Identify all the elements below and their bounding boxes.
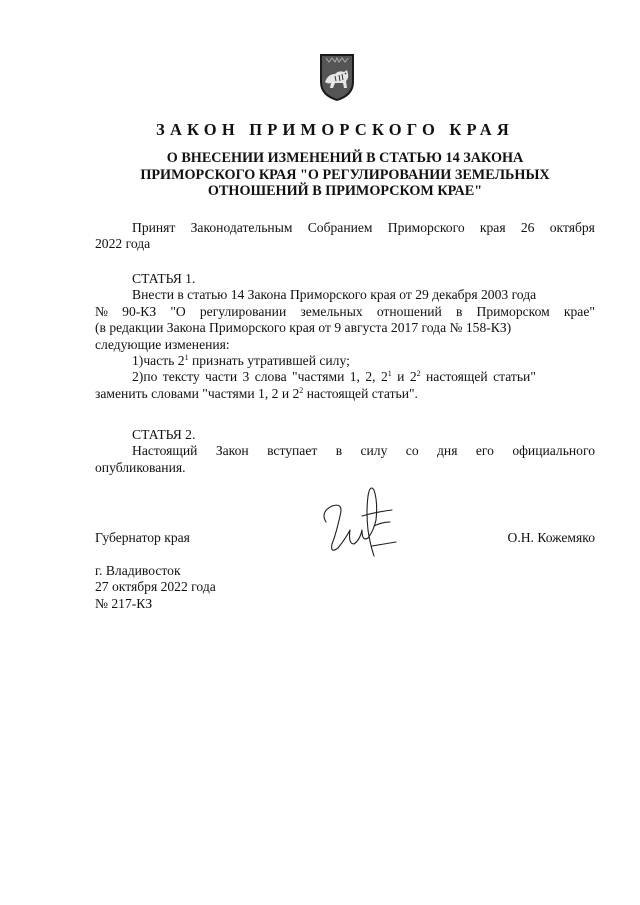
word: 90-КЗ (122, 303, 157, 319)
word: октября (549, 220, 595, 235)
word: вступает (267, 443, 318, 459)
word: Законодательным (190, 220, 293, 235)
word: земельных (300, 303, 363, 319)
article-1-title: СТАТЬЯ 1. (132, 271, 196, 286)
word: крае" (563, 303, 595, 319)
word: со (405, 443, 419, 459)
article-1-text-line (95, 304, 595, 320)
word: Настоящий (132, 443, 198, 459)
article-2-text-line: опубликования. (95, 459, 186, 475)
article-1-item-1: 1)часть $2^1$ признать утратившей силу; (132, 353, 350, 369)
city: г. Владивосток (95, 563, 181, 578)
word: дня (437, 443, 458, 459)
word: официального (512, 443, 595, 459)
article-1-item-2: 2)по тексту части 3 слова "частями 1, 2, $2^1$ и $2^2$ настоящей статьи" (132, 369, 536, 385)
article-1-text-line: следующие изменения: (95, 336, 230, 352)
word: силу (360, 443, 388, 459)
adoption-statement (95, 220, 595, 253)
word: его (475, 443, 494, 459)
adoption-line-2: 2022 года (95, 236, 151, 252)
word: в (455, 303, 463, 319)
word: № (95, 303, 108, 319)
word: Приморском (476, 303, 550, 319)
signatory-position: Губернатор края (95, 530, 190, 545)
adoption-line-1 (95, 220, 595, 236)
primorsky-krai-coat-of-arms-icon (318, 52, 356, 102)
word: края (479, 220, 506, 235)
word: "О (170, 303, 186, 319)
word: 26 (520, 220, 535, 235)
word: в (335, 443, 343, 459)
heading-line: ОТНОШЕНИЙ В ПРИМОРСКОМ КРАЕ" (207, 183, 483, 199)
law-place-date (95, 563, 216, 612)
word: регулировании (199, 303, 287, 319)
word: Принят (132, 220, 176, 235)
law-number: № 217-КЗ (95, 595, 153, 611)
word: Собранием (307, 220, 373, 235)
article-1-item-2-cont: заменить словами "частями 1, 2 и $2^2$ настоящей статьи". (95, 385, 418, 401)
law-title: ЗАКОН ПРИМОРСКОГО КРАЯ (156, 120, 514, 139)
article-1-text-line: Внести в статью 14 Закона Приморского края от 29 декабря 2003 года (132, 287, 537, 303)
signatory-name: О.Н. Кожемяко (507, 530, 595, 545)
article-1-text-line: (в редакции Закона Приморского края от 9 августа 2017 года № 158-КЗ) (95, 320, 512, 336)
article-2 (95, 427, 595, 476)
article-2-title: СТАТЬЯ 2. (132, 427, 196, 442)
signing-date: 27 октября 2022 года (95, 579, 216, 595)
word: Приморского (387, 220, 465, 235)
heading-line: О ВНЕСЕНИИ ИЗМЕНЕНИЙ В СТАТЬЮ 14 ЗАКОНА (166, 150, 524, 166)
word: Закон (215, 443, 249, 459)
heading-line: ПРИМОРСКОГО КРАЯ "О РЕГУЛИРОВАНИИ ЗЕМЕЛЬНЫХ (140, 166, 550, 183)
article-2-text-line (95, 443, 595, 459)
law-heading (110, 150, 580, 200)
word: отношений (376, 303, 442, 319)
handwritten-signature (318, 482, 400, 562)
article-1 (95, 271, 595, 402)
